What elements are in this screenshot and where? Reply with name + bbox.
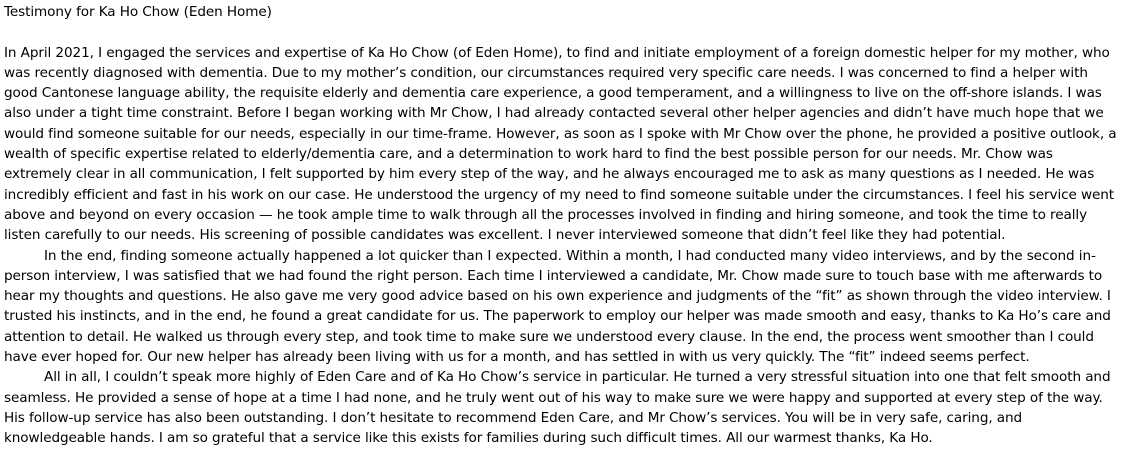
paragraph-3: All in all, I couldn’t speak more highly of Eden Care and of Ka Ho Chow’s service in particular. He turned a very stressful situation into one that felt smooth and seamless. He provided a sense of hope at a time I had none, and he truly went out of his way to make sure we were happy and supported at every step of the way. His follow-up service has also been outstanding. I don’t hesitate to recommend Eden Care, and Mr Chow’s services. You will be in very safe, caring, and knowledgeable hands. I am so grateful that a service like this exists for families during such difficult times. All our warmest thanks, Ka Ho. bbox=[4, 369, 1111, 447]
document-title: Testimony for Ka Ho Chow (Eden Home) bbox=[4, 4, 272, 20]
paragraph-2: In the end, finding someone actually happened a lot quicker than I expected. Within a month, I had conducted many video interviews, and by the second in-person interview, I was satisfied that we had found the right person. Each time I interviewed a candidate, Mr. Chow made sure to touch base with me afterwards to hear my thoughts and questions. He also gave me very good advice based on his own experience and judgments of the “fit” as shown through the video interview. I trusted his instincts, and in the end, he found a great candidate for us. The paperwork to employ our helper was made smooth and easy, thanks to Ka Ho’s care and attention to detail. He walked us through every step, and took time to make sure we understood every clause. In the end, the process went smoother than I could have ever hoped for. Our new helper has already been living with us for a month, and has settled in with us very quickly. The “fit” indeed seems perfect. bbox=[4, 247, 1111, 366]
paragraph-1: In April 2021, I engaged the services and expertise of Ka Ho Chow (of Eden Home), to find and initiate employment of a foreign domestic helper for my mother, who was recently diagnosed with dementia. Due to my mother’s condition, our circumstances required very specific care needs. I was concerned to find a helper with good Cantonese language ability, the requisite elderly and dementia care experience, a good temperament, and a willingness to live on the off-shore islands. I was also under a tight time constraint. Before I began working with Mr Chow, I had already contacted several other helper agencies and didn’t have much hope that we would find someone suitable for our needs, especially in our time-frame. However, as soon as I spoke with Mr Chow over the phone, he provided a positive outlook, a wealth of specific expertise related to elderly/dementia care, and a determination to work hard to find the best possible person for our needs. Mr. Chow was extremely clear in all communication, I felt supported by him every step of the way, and he always encouraged me to ask as many questions as I needed. He was incredibly efficient and fast in his work on our case. He understood the urgency of my need to find someone suitable under the circumstances. I feel his service went above and beyond on every occasion — he took ample time to walk through all the processes involved in finding and hiring someone, and took the time to really listen carefully to our needs. His screening of possible candidates was excellent. I never interviewed someone that didn’t feel like they had potential. bbox=[4, 44, 1117, 244]
